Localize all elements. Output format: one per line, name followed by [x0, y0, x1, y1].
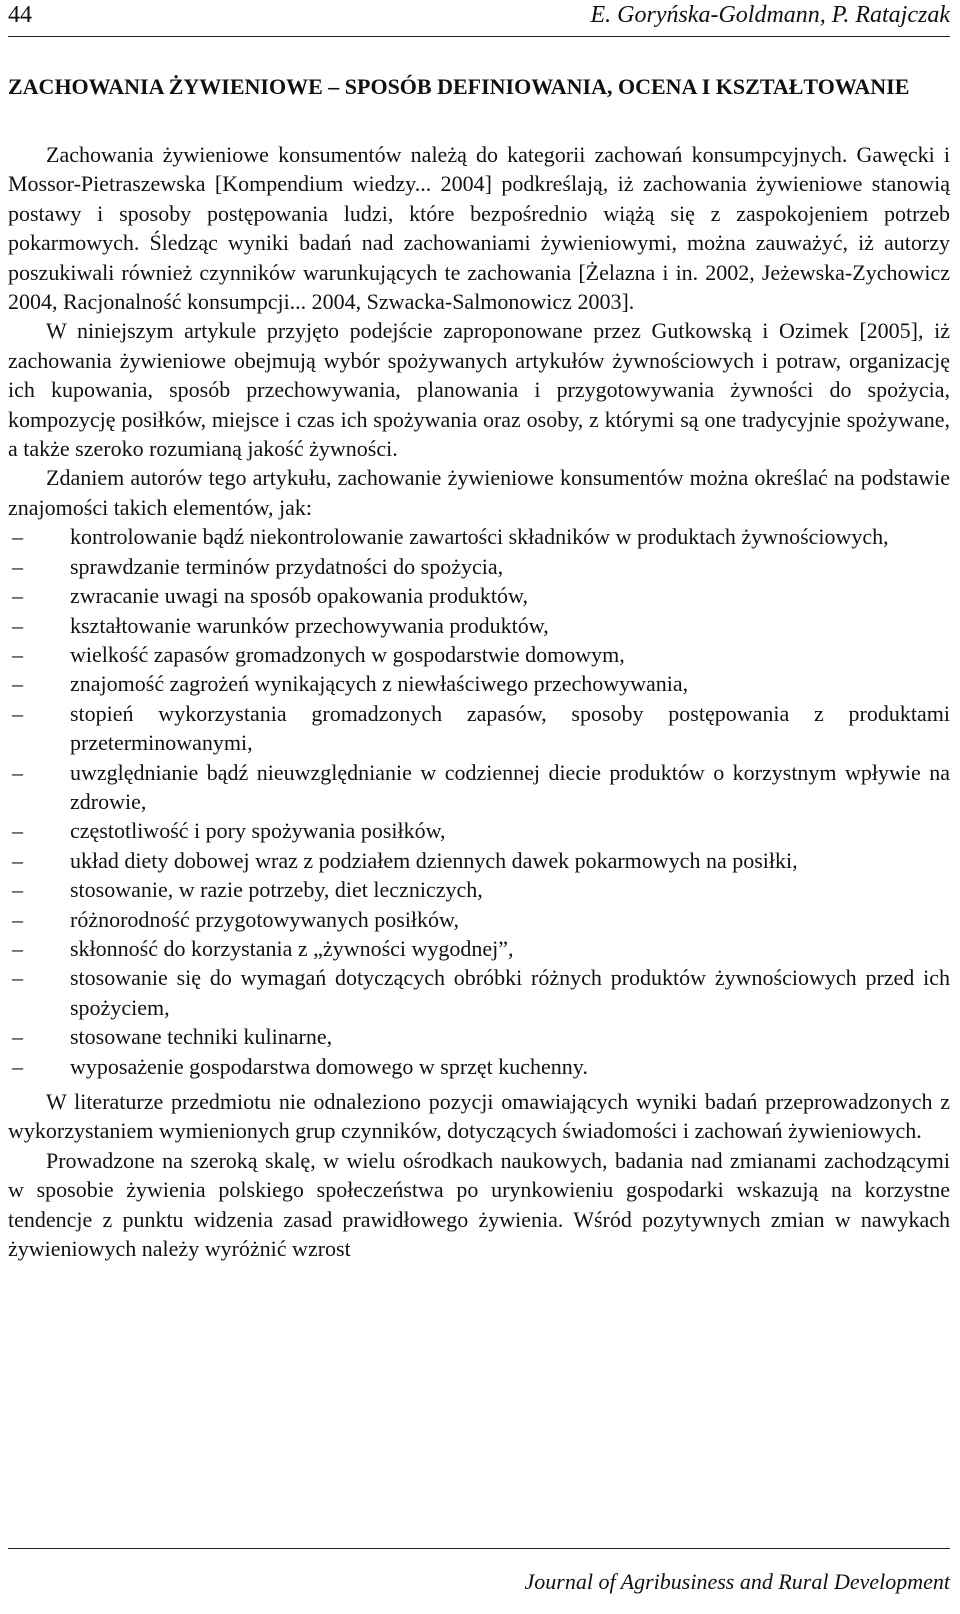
dash-bullet: – [12, 641, 23, 667]
journal-name: Journal of Agribusiness and Rural Development [524, 1569, 950, 1594]
dash-bullet: – [12, 877, 23, 903]
running-head-authors: E. Goryńska-Goldmann, P. Ratajczak [590, 2, 950, 28]
list-item [8, 816, 950, 845]
dash-bullet: – [12, 583, 23, 609]
list-item-text: stosowanie się do wymagań dotyczących obróbki różnych produktów żywnościowych przed ich spożyciem, [70, 965, 950, 1020]
list-item-text: różnorodność przygotowywanych posiłków, [70, 906, 459, 932]
list-item-text: kształtowanie warunków przechowywania produktów, [70, 612, 549, 638]
list-item [8, 522, 950, 551]
dash-bullet: – [12, 1024, 23, 1050]
list-item [8, 1052, 950, 1081]
dash-bullet: – [12, 524, 23, 550]
page-footer [8, 1548, 950, 1609]
section-title: ZACHOWANIA ŻYWIENIOWE – SPOSÓB DEFINIOWANIA, OCENA I KSZTAŁTOWANIE [8, 74, 910, 99]
list-item-text: stosowanie, w razie potrzeby, diet leczniczych, [70, 877, 483, 903]
dash-bullet: – [12, 671, 23, 697]
list-item [8, 846, 950, 875]
dash-bullet: – [12, 1053, 23, 1079]
dash-bullet: – [12, 965, 23, 991]
list-item [8, 611, 950, 640]
list-item [8, 640, 950, 669]
list-item-text: zwracanie uwagi na sposób opakowania produktów, [70, 583, 528, 609]
paragraph-2: W niniejszym artykule przyjęto podejście zaproponowane przez Gutkowską i Ozimek [2005], iż zachowania żywieniowe obejmują wybór spożywanych artykułów żywnościowych i potraw, organizację ich kupowania, sposób przechowywania, planowania i przygotowywania żywności do spożycia, kompozycję posiłków, miejsce i czas ich spożywania oraz osoby, z którymi są one tradycyjnie spożywane, a także szeroko rozumianą jakość żywności. [8, 318, 950, 462]
dash-bullet: – [12, 759, 23, 785]
dash-bullet: – [12, 935, 23, 961]
article-body [8, 72, 950, 1263]
paragraph-4: W literaturze przedmiotu nie odnaleziono pozycji omawiających wyniki badań przeprowadzonych z wykorzystaniem wymienionych grup czynników, dotyczących świadomości i zachowań żywieniowych. [8, 1089, 950, 1144]
list-item-text: skłonność do korzystania z „żywności wygodnej”, [70, 935, 514, 961]
list-item [8, 669, 950, 698]
list-item-text: wyposażenie gospodarstwa domowego w sprzęt kuchenny. [70, 1053, 588, 1079]
dash-bullet: – [12, 847, 23, 873]
list-item-text: układ diety dobowej wraz z podziałem dziennych dawek pokarmowych na posiłki, [70, 847, 798, 873]
paragraph-3: Zdaniem autorów tego artykułu, zachowanie żywieniowe konsumentów można określać na podstawie znajomości takich elementów, jak: [8, 465, 950, 520]
list-item-text: sprawdzanie terminów przydatności do spożycia, [70, 553, 504, 579]
list-item [8, 905, 950, 934]
list-item-text: znajomość zagrożeń wynikających z niewłaściwego przechowywania, [70, 671, 689, 697]
page-header [8, 2, 950, 37]
list-item [8, 1022, 950, 1051]
dash-bullet: – [12, 700, 23, 726]
list-item [8, 581, 950, 610]
list-item [8, 552, 950, 581]
dash-bullet: – [12, 553, 23, 579]
dash-bullet: – [12, 818, 23, 844]
factors-list [8, 522, 950, 1081]
list-item-text: częstotliwość i pory spożywania posiłków, [70, 818, 446, 844]
dash-bullet: – [12, 906, 23, 932]
dash-bullet: – [12, 612, 23, 638]
list-item [8, 934, 950, 963]
list-item [8, 758, 950, 817]
list-item-text: stosowane techniki kulinarne, [70, 1024, 333, 1050]
paragraph-5: Prowadzone na szeroką skalę, w wielu ośrodkach naukowych, badania nad zmianami zachodzącymi w sposobie żywienia polskiego społeczeństwa po urynkowieniu gospodarki wskazują na korzystne tendencje z punktu widzenia zasad prawidłowego żywienia. Wśród pozytywnych zmian w nawykach żywieniowych należy wyróżnić wzrost [8, 1147, 950, 1262]
list-item-text: wielkość zapasów gromadzonych w gospodarstwie domowym, [70, 641, 625, 667]
paragraph-1: Zachowania żywieniowe konsumentów należą do kategorii zachowań konsumpcyjnych. Gawęcki i Mossor-Pietraszewska [Kompendium wiedzy... 2004] podkreślają, iż zachowania żywieniowe stanowią postawy i sposoby postępowania ludzi, które bezpośrednio wiążą się z zaspokojeniem potrzeb pokarmowych. Śledząc wyniki badań nad zachowaniami żywieniowymi, można zauważyć, iż autorzy poszukiwali również czynników warunkujących te zachowania [Żelazna i in. 2002, Jeżewska-Zychowicz 2004, Racjonalność konsumpcji... 2004, Szwacka-Salmonowicz 2003]. [8, 142, 950, 315]
list-item-text: stopień wykorzystania gromadzonych zapasów, sposoby postępowania z produktami przeterminowanymi, [70, 700, 950, 756]
page-number: 44 [8, 2, 32, 28]
list-item-text: uwzględnianie bądź nieuwzględnianie w codziennej diecie produktów o korzystnym wpływie na zdrowie, [70, 759, 950, 814]
list-item [8, 699, 950, 758]
list-item-text: kontrolowanie bądź niekontrolowanie zawartości składników w produktach żywnościowych, [70, 524, 889, 550]
list-item [8, 875, 950, 904]
list-item [8, 963, 950, 1022]
